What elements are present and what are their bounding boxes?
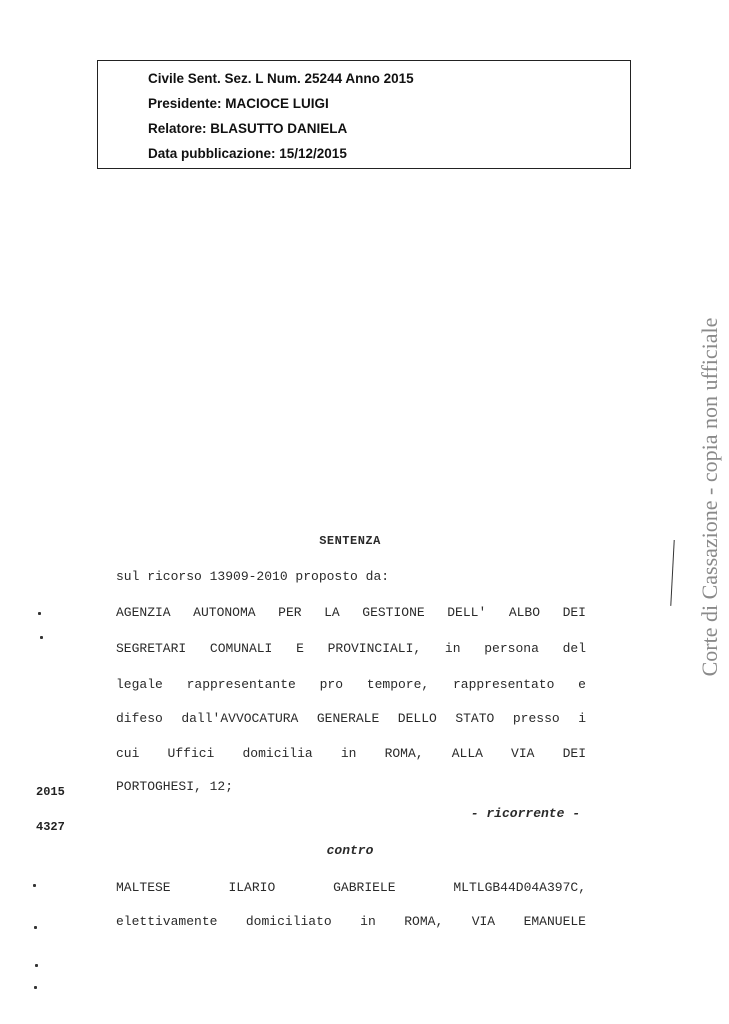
- body-line-5: difeso dall'AVVOCATURA GENERALE DELLO STATO presso i: [116, 711, 586, 726]
- relatore: Relatore: BLASUTTO DANIELA: [148, 121, 348, 136]
- margin-mark: [33, 884, 36, 887]
- body-line-7: PORTOGHESI, 12;: [116, 779, 234, 794]
- presidente: Presidente: MACIOCE LUIGI: [148, 96, 329, 111]
- margin-mark: [38, 612, 41, 615]
- case-reference: Civile Sent. Sez. L Num. 25244 Anno 2015: [148, 71, 414, 86]
- watermark-text: Corte di Cassazione - copia non ufficiale: [697, 317, 722, 677]
- body-line-2: AGENZIA AUTONOMA PER LA GESTIONE DELL' ALBO DEI: [116, 605, 586, 620]
- document-title: SENTENZA: [319, 534, 381, 548]
- case-header-box: [97, 60, 631, 169]
- body-line-9: elettivamente domiciliato in ROMA, VIA EMANUELE: [116, 914, 586, 929]
- body-line-6: cui Uffici domicilia in ROMA, ALLA VIA DEI: [116, 746, 586, 761]
- margin-number: 4327: [36, 820, 65, 834]
- margin-mark: [35, 964, 38, 967]
- body-line-3: SEGRETARI COMUNALI E PROVINCIALI, in persona del: [116, 641, 586, 656]
- margin-mark: [40, 636, 43, 639]
- body-line-1: sul ricorso 13909-2010 proposto da:: [116, 569, 390, 584]
- margin-year: 2015: [36, 785, 65, 799]
- data-pubblicazione: Data pubblicazione: 15/12/2015: [148, 146, 347, 161]
- contro-label: contro: [326, 843, 374, 858]
- ricorrente-label: - ricorrente -: [470, 806, 580, 821]
- margin-mark: [34, 986, 37, 989]
- body-line-4: legale rappresentante pro tempore, rappresentato e: [116, 677, 586, 692]
- margin-mark: [34, 926, 37, 929]
- body-line-8: MALTESE ILARIO GABRIELE MLTLGB44D04A397C,: [116, 880, 586, 895]
- signature-stroke: [670, 540, 677, 606]
